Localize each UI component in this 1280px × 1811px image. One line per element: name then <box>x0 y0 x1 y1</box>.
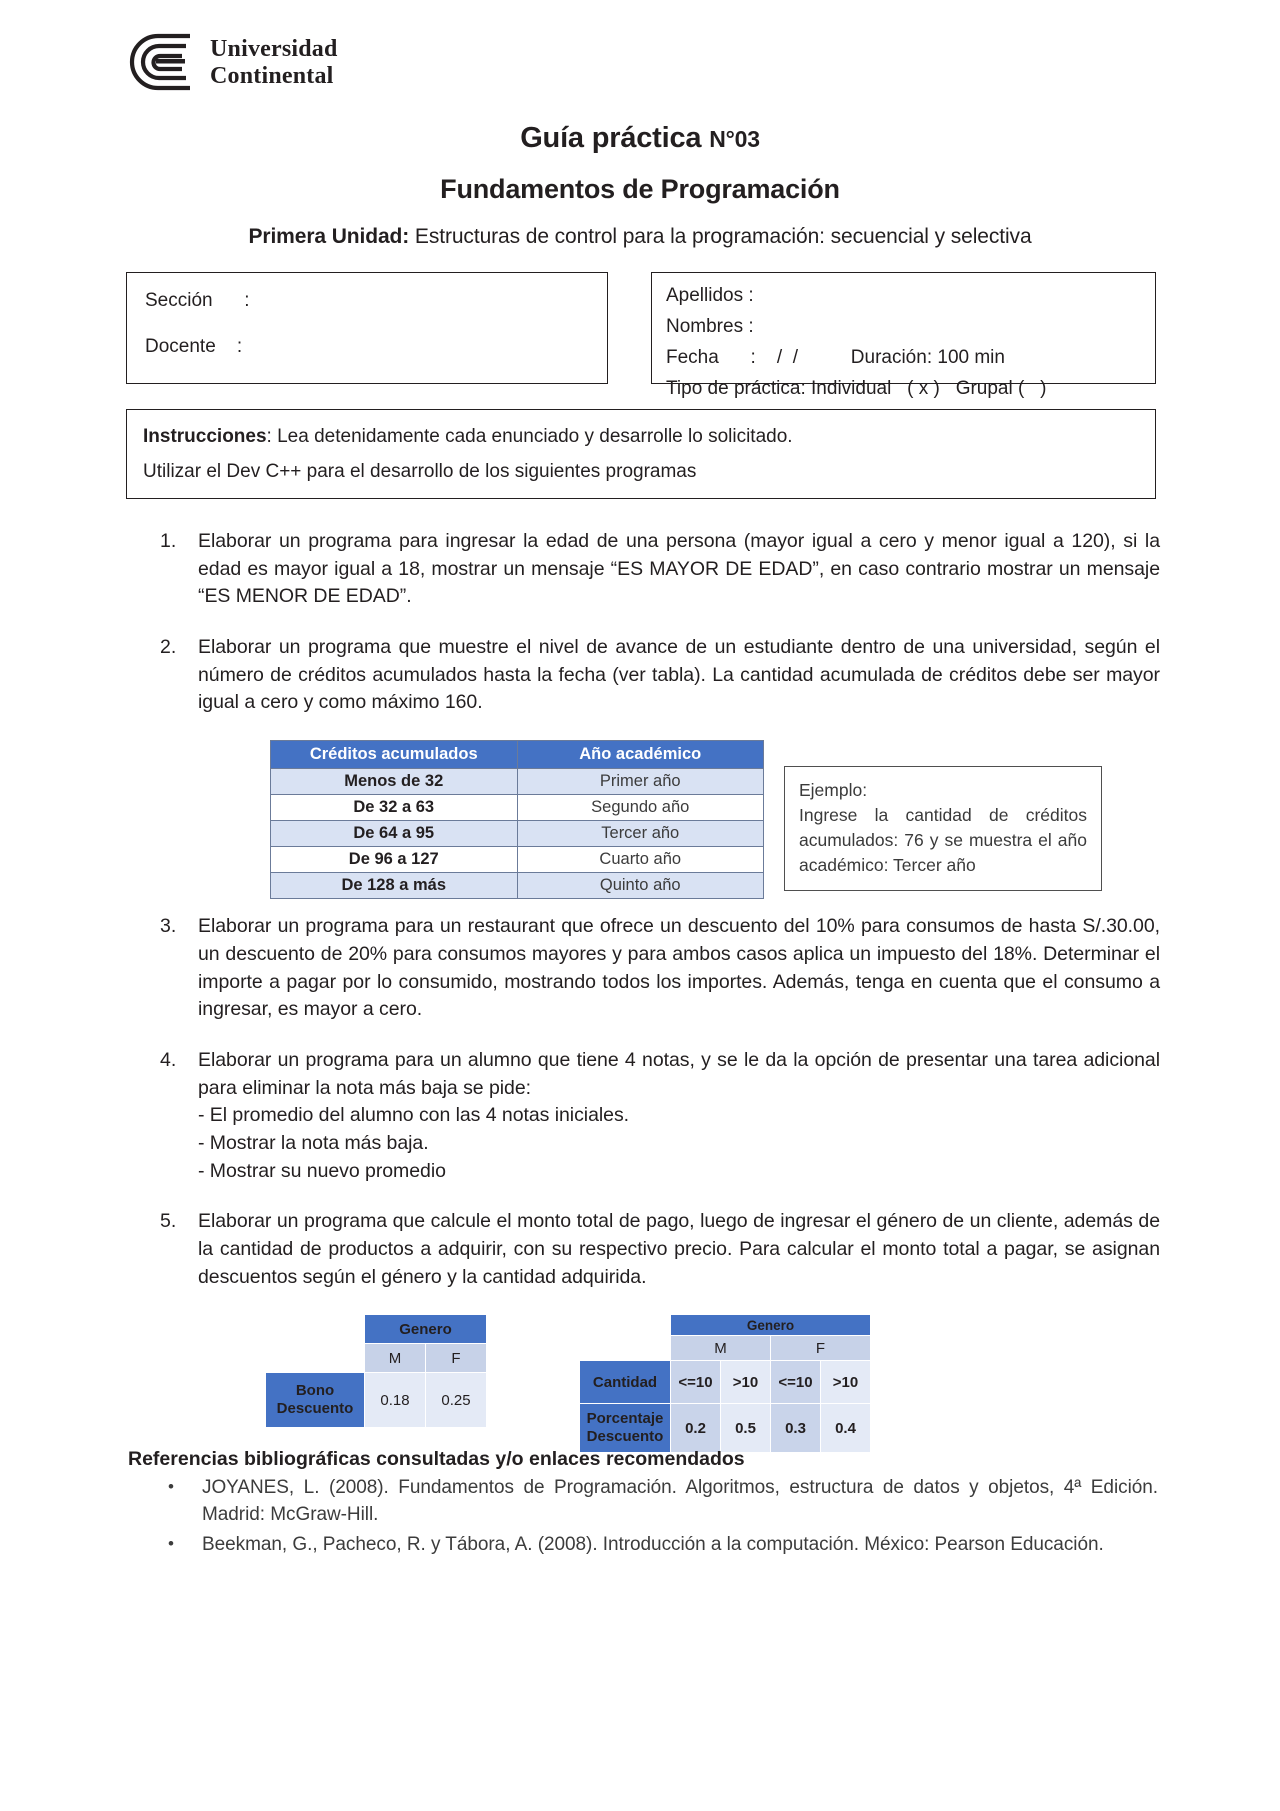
porcentaje-descuento-table <box>579 1314 871 1453</box>
item-number: 1. <box>160 530 177 552</box>
column-header-creditos: Créditos acumulados <box>271 741 518 769</box>
instructions-text-1: : Lea detenidamente cada enunciado y desarrolle lo solicitado. <box>266 426 793 447</box>
cell-cantidad-f-gt10: >10 <box>821 1361 871 1404</box>
instructions-line-2: Utilizar el Dev C++ para el desarrollo de los siguientes programas <box>143 461 697 482</box>
continental-nested-c-logo-icon <box>128 32 194 94</box>
item-text: Elaborar un programa para un alumno que tiene 4 notas, y se le da la opción de presentar una tarea adicional para eliminar la nota más baja se pide: <box>198 1048 1160 1099</box>
row-label-porcentaje-descuento <box>580 1404 671 1453</box>
table-row <box>271 795 764 821</box>
cell-bono-m: 0.18 <box>365 1373 426 1428</box>
empty-corner-cell <box>580 1315 671 1336</box>
subheader-f: F <box>771 1336 871 1361</box>
bullet-icon: • <box>168 1477 174 1496</box>
subheader-m: M <box>671 1336 771 1361</box>
row-label-line-2: Descuento <box>276 1400 354 1418</box>
example-text: Ingrese la cantidad de créditos acumulados: 76 y se muestra el año académico: Tercer año <box>799 804 1087 875</box>
instructions-line-1 <box>143 427 1155 446</box>
cell-anio: Segundo año <box>517 795 764 821</box>
table-row <box>271 873 764 899</box>
cell-anio: Primer año <box>517 769 764 795</box>
field-apellidos[interactable]: Apellidos : <box>666 285 754 306</box>
list-item <box>168 1532 1158 1559</box>
cell-cantidad-f-le10: <=10 <box>771 1361 821 1404</box>
cell-creditos: De 32 a 63 <box>271 795 518 821</box>
empty-corner-cell <box>580 1336 671 1361</box>
table-row <box>580 1336 871 1361</box>
table-row <box>580 1404 871 1453</box>
item-subline: - Mostrar su nuevo promedio <box>198 1159 446 1182</box>
credits-table <box>270 740 764 899</box>
item-text-group <box>198 1047 1160 1185</box>
cell-anio: Quinto año <box>517 873 764 899</box>
table-row <box>271 769 764 795</box>
item-number: 4. <box>160 1048 177 1071</box>
instructions-box <box>126 409 1156 499</box>
cell-anio: Cuarto año <box>517 847 764 873</box>
group-header-genero: Genero <box>365 1315 487 1344</box>
row-label-bono-descuento <box>266 1373 365 1428</box>
reference-text: JOYANES, L. (2008). Fundamentos de Programación. Algoritmos, estructura de datos y objetos, 4ª Edición. Madrid: McGraw-Hill. <box>202 1477 1158 1525</box>
item-number: 3. <box>160 915 177 938</box>
references-title: Referencias bibliográficas consultadas y/o enlaces recomendados <box>128 1448 745 1470</box>
subheader-m: M <box>365 1344 426 1373</box>
cell-porc-m-gt10: 0.5 <box>721 1404 771 1453</box>
unit-label: Primera Unidad: <box>248 225 410 248</box>
cell-creditos: Menos de 32 <box>271 769 518 795</box>
cell-cantidad-m-le10: <=10 <box>671 1361 721 1404</box>
unit-line <box>0 225 1280 249</box>
table-row <box>271 821 764 847</box>
table-row <box>580 1361 871 1404</box>
logo-line-2: Continental <box>210 63 334 89</box>
bono-descuento-table <box>265 1314 487 1428</box>
references-section <box>128 1448 1158 1562</box>
cell-porc-m-le10: 0.2 <box>671 1404 721 1453</box>
example-title: Ejemplo: <box>799 780 868 801</box>
item-number: 2. <box>160 636 177 659</box>
instructions-label: Instrucciones <box>143 426 267 447</box>
table-row <box>266 1373 487 1428</box>
field-seccion[interactable]: Sección : <box>145 290 250 311</box>
discount-tables-block <box>265 1314 1160 1453</box>
row-label-line-1: Porcentaje <box>586 1410 664 1428</box>
page-title <box>0 122 1280 155</box>
item-number: 5. <box>160 1210 177 1233</box>
student-info-box <box>651 272 1156 399</box>
field-tipo-practica[interactable]: Tipo de práctica: Individual ( x ) Grupal ( ) <box>666 377 1047 399</box>
unit-text: Estructuras de control para la programación: secuencial y selectiva <box>409 225 1032 248</box>
field-nombres[interactable]: Nombres : <box>666 315 754 337</box>
cell-anio: Tercer año <box>517 821 764 847</box>
cell-cantidad-m-gt10: >10 <box>721 1361 771 1404</box>
reference-text: Beekman, G., Pacheco, R. y Tábora, A. (2008). Introducción a la computación. México: Pearson Educación. <box>202 1533 1104 1555</box>
table-row <box>266 1344 487 1373</box>
item-text: Elaborar un programa para ingresar la edad de una persona (mayor igual a cero y menor igual a 120), si la edad es mayor igual a 18, mostrar un mensaje “ES MAYOR DE EDAD”, en caso contrario mostrar un mensaje “ES MENOR DE EDAD”. <box>198 530 1160 608</box>
cell-porc-f-gt10: 0.4 <box>821 1404 871 1453</box>
section-docente-box <box>126 272 608 384</box>
table-header-row <box>271 741 764 769</box>
list-item <box>160 634 1160 717</box>
table-row <box>580 1315 871 1336</box>
logo-wordmark <box>210 36 338 90</box>
exercise-list <box>160 528 1160 1453</box>
item-text: Elaborar un programa para un restaurant que ofrece un descuento del 10% para consumos de hasta S/.30.00, un descuento de 20% para consumos mayores y para ambos casos aplica un impuesto del 18%. Determinar el importe a pagar por lo consumido, mostrando todos los importes. Además, tenga en cuenta que el consumo a ingresar, es mayor a cero. <box>198 915 1160 1021</box>
page-title-number: N°03 <box>709 126 760 152</box>
item-text: Elaborar un programa que calcule el monto total de pago, luego de ingresar el género de un cliente, además de la cantidad de productos a adquirir, con su respectivo precio. Para calcular el monto total a pagar, se asignan descuentos según el género y la cantidad adquirida. <box>198 1210 1160 1288</box>
column-header-anio: Año académico <box>517 741 764 769</box>
item-text: Elaborar un programa que muestre el nivel de avance de un estudiante dentro de una universidad, según el número de créditos acumulados hasta la fecha (ver tabla). La cantidad acumulada de créditos debe ser mayor igual a cero y como máximo 160. <box>198 636 1160 714</box>
row-label-cantidad: Cantidad <box>580 1361 671 1404</box>
list-item <box>160 1208 1160 1291</box>
empty-corner-cell <box>266 1315 365 1344</box>
university-logo <box>128 32 338 94</box>
cell-creditos: De 64 a 95 <box>271 821 518 847</box>
cell-bono-f: 0.25 <box>426 1373 487 1428</box>
cell-porc-f-le10: 0.3 <box>771 1404 821 1453</box>
subheader-f: F <box>426 1344 487 1373</box>
table-row <box>271 847 764 873</box>
list-item <box>160 528 1160 611</box>
logo-line-1: Universidad <box>210 36 338 63</box>
item-subline: - El promedio del alumno con las 4 notas iniciales. <box>198 1104 630 1127</box>
row-label-line-2: Descuento <box>586 1428 664 1446</box>
cell-creditos: De 96 a 127 <box>271 847 518 873</box>
example-box <box>784 766 1102 890</box>
list-item <box>160 913 1160 1024</box>
course-title: Fundamentos de Programación <box>440 174 840 204</box>
cell-creditos: De 128 a más <box>271 873 518 899</box>
field-fecha-duracion[interactable]: Fecha : / / Duración: 100 min <box>666 346 1005 368</box>
list-item <box>160 1047 1160 1185</box>
bullet-icon: • <box>168 1533 174 1553</box>
group-header-genero: Genero <box>671 1315 871 1336</box>
credits-table-block <box>270 740 1160 899</box>
item-subline: - Mostrar la nota más baja. <box>198 1131 429 1154</box>
table-row <box>266 1315 487 1344</box>
list-item <box>168 1475 1158 1529</box>
page-title-text: Guía práctica <box>520 122 710 154</box>
row-label-line-1: Bono <box>295 1382 335 1400</box>
field-docente[interactable]: Docente : <box>145 336 243 357</box>
empty-corner-cell <box>266 1344 365 1373</box>
